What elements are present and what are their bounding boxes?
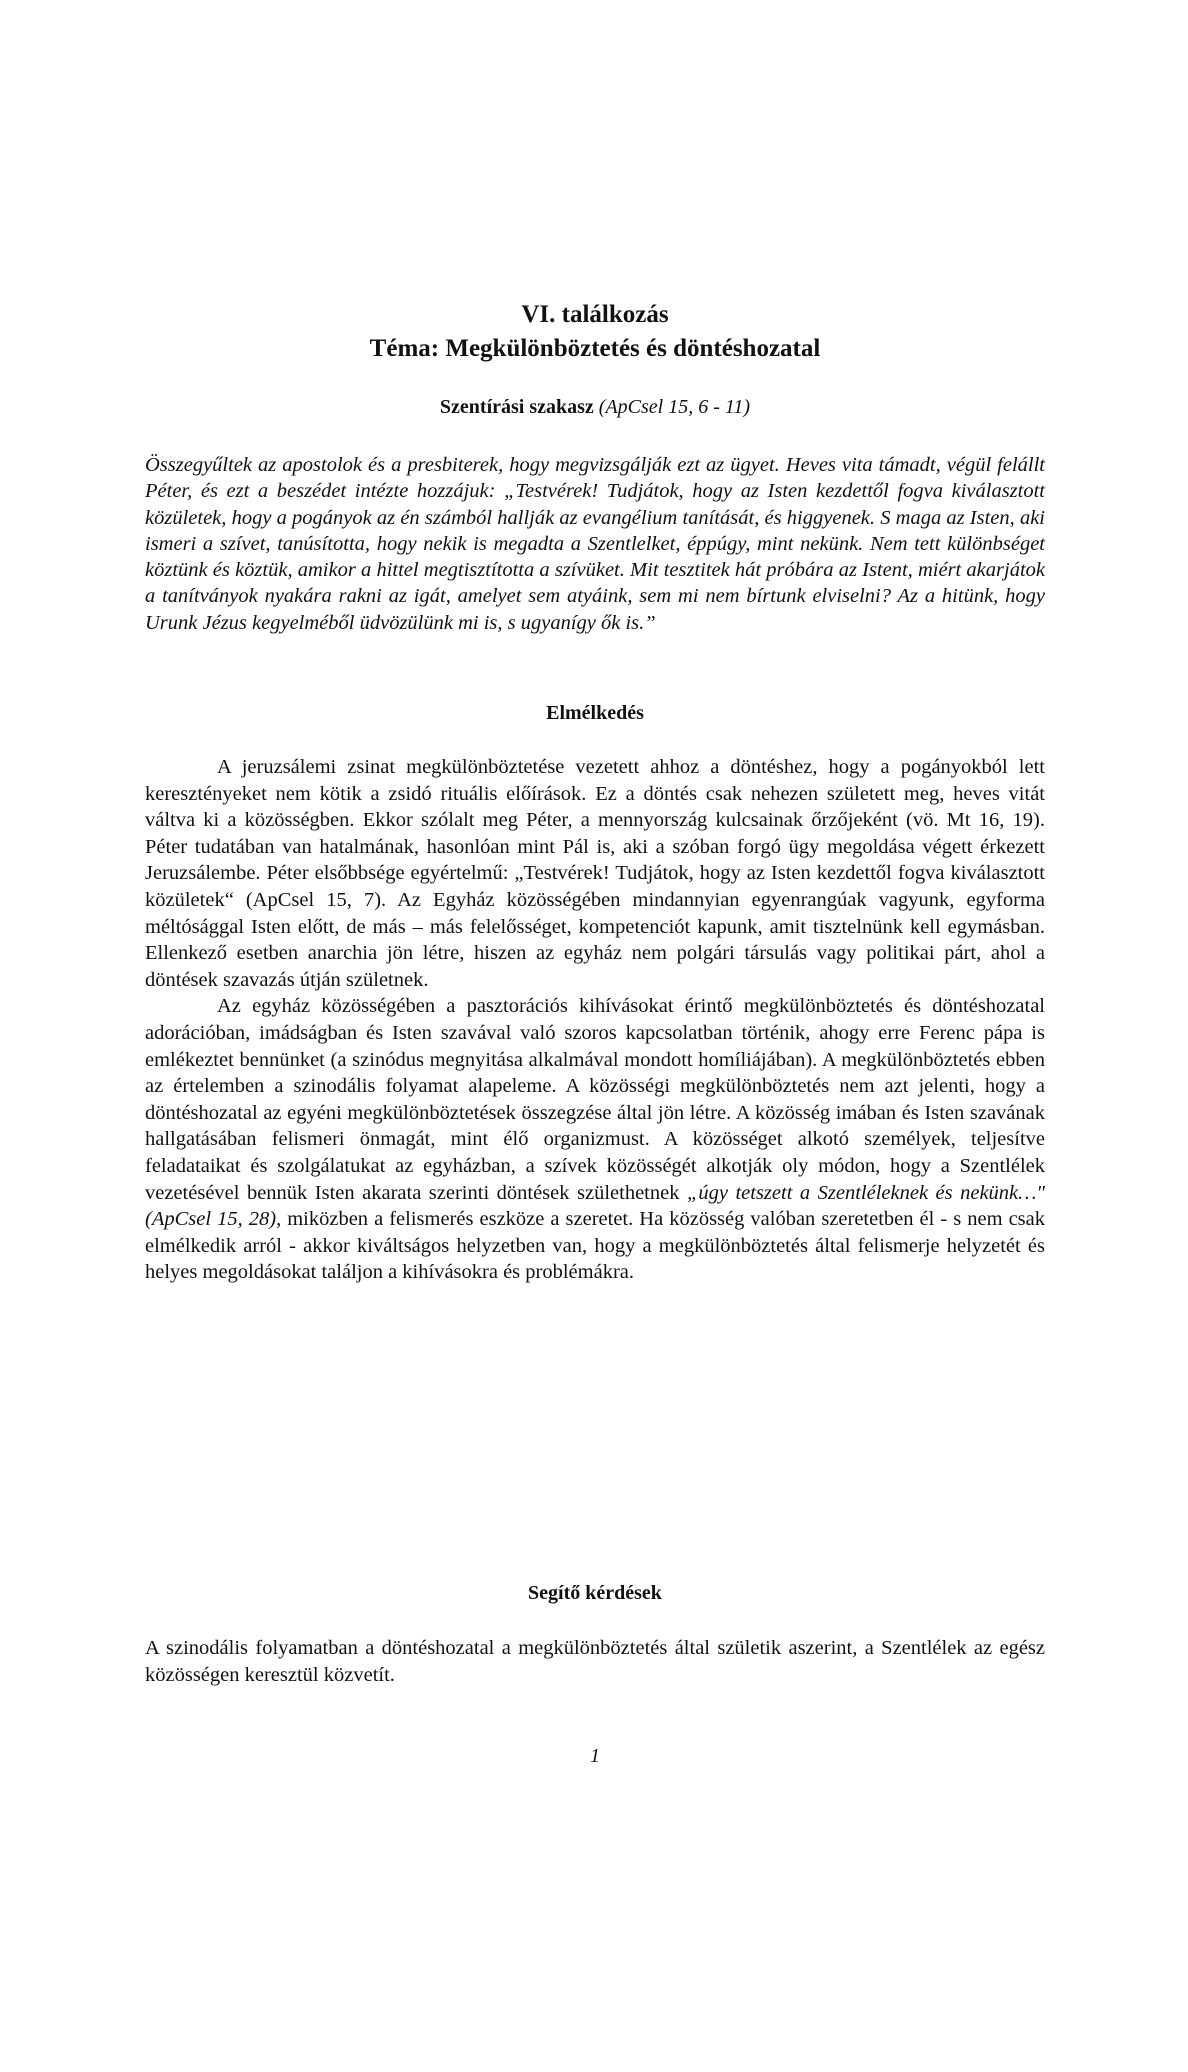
page-title: VI. találkozás — [521, 301, 669, 328]
reflection-heading: Elmélkedés — [546, 702, 644, 724]
title-block — [145, 298, 1045, 366]
page-subtitle: Téma: Megkülönböztetés és döntéshozatal — [369, 335, 821, 362]
reflection-p2-quote: „úgy tetszett a Szentléleknek és nekünk…" (ApCsel 15, 28) — [145, 1181, 1045, 1231]
reflection-body — [145, 754, 1045, 1286]
scripture-text: Összegyűltek az apostolok és a presbiterek, hogy megvizsgálják ezt az ügyet. Heves vita támadt, végül felállt Péter, és ezt a beszédet intézte hozzájuk: „Testvérek! Tudjátok, hogy az Isten kezdettől fogva kiválasztott közületek, hogy a pogányok az én számból hallják az evangélium tanítását, és higgyenek. S maga az Isten, aki ismeri a szívet, tanúsította, hogy nekik is megadta a Szentlelket, éppúgy, mint nekünk. Nem tett különbséget köztünk és köztük, amikor a hittel megtisztította a szívüket. Mit tesztitek hát próbára az Istent, miért akarjátok a tanítványok nyakára rakni az igát, amelyet sem atyáink, sem mi nem bírtunk elviselni? Az a hitünk, hogy Urunk Jézus kegyelméből üdvözülünk mi is, s ugyanígy ők is.” — [145, 454, 1045, 634]
reflection-paragraph-2 — [145, 993, 1045, 1286]
page-number: 1 — [590, 1745, 600, 1767]
reflection-paragraph-1: A jeruzsálemi zsinat megkülönböztetése vezetett ahhoz a döntéshez, hogy a pogányokból lett keresztényeket nem kötik a zsidó rituális előírások. Ez a döntés csak nehezen született meg, heves vitát váltva ki a közösségben. Ekkor szólalt meg Péter, a mennyország kulcsainak őrzőjeként (vö. Mt 16, 19). Péter tudatában van hatalmának, hasonlóan mint Pál is, aki a szóban forgó ügy megoldása végett érkezett Jeruzsálembe. Péter elsőbbsége egyértelmű: „Testvérek! Tudjátok, hogy az Isten kezdettől fogva kiválasztott közületek“ (ApCsel 15, 7). Az Egyház közösségében mindannyian egyenrangúak vagyunk, egyforma méltósággal Isten előtt, de más – más felelősséget, kompetenciót kapunk, amit tisztelnünk kell egymásban. Ellenkező esetben anarchia jön létre, hiszen az egyház nem polgári társulás vagy politikai párt, ahol a döntések szavazás útján születnek. — [145, 756, 1045, 991]
scripture-heading — [145, 394, 1045, 420]
scripture-label: Szentírási szakasz — [439, 396, 594, 418]
questions-heading: Segítő kérdések — [528, 1582, 662, 1604]
scripture-reference: (ApCsel 15, 6 - 11) — [598, 396, 751, 418]
questions-text: A szinodális folyamatban a döntéshozatal a megkülönböztetés által születik aszerint, a Szentlélek az egész közösségen keresztül közvetít. — [145, 1637, 1045, 1686]
reflection-p2-start: Az egyház közösségében a pasztorációs kihívásokat érintő megkülönböztetés és döntéshozatal adorációban, imádságban és Isten szavával való szoros kapcsolatban történik, ahogy erre Ferenc pápa is emlékeztet bennünket (a szinódus megnyitása alkalmával mondott homíliájában). A megkülönböztetés ebben az értelemben a szinodális folyamat alapeleme. A közösségi megkülönböztetés nem azt jelenti, hogy a döntéshozatal az egyéni megkülönböztetések összegzése által jön létre. A közösség imában és Isten szavának hallgatásában felismeri önmagát, mint élő organizmust. A közösséget alkotó személyek, teljesítve feladataikat és szolgálatukat az egyházban, a szívek közösségét alkotják oly módon, hogy a Szentlélek vezetésével bennük Isten akarata szerinti döntések születhetnek — [145, 995, 1045, 1204]
reflection-p2-end: , miközben a felismerés eszköze a szeretet. Ha közösség valóban szeretetben él - s nem csak elmélkedik arról - akkor kiváltságos helyzetben van, hogy a megkülönböztetés által felismerje helyzetét és helyes megoldásokat találjon a kihívásokra és problémákra. — [145, 1208, 1045, 1284]
